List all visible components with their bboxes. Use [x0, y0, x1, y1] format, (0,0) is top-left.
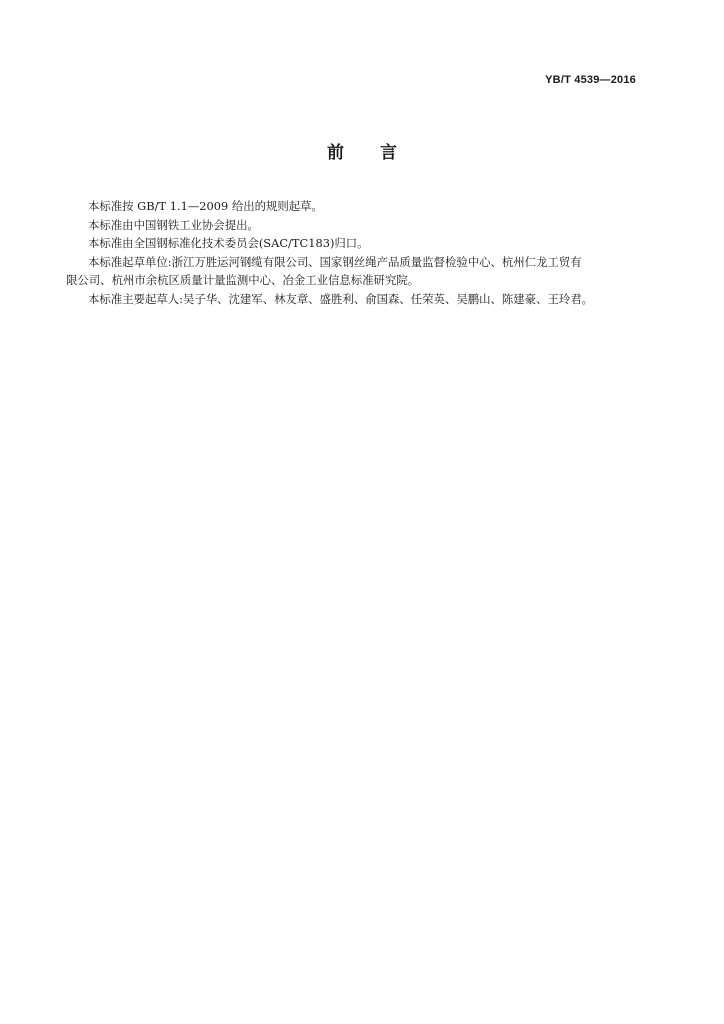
- paragraph-proposed-by: 本标准由中国钢铁工业协会提出。: [88, 217, 259, 232]
- paragraph-main-drafters: 本标准主要起草人:吴子华、沈建军、林友章、盛胜利、俞国森、任荣英、吴鹏山、陈建豪、王玲君。: [88, 291, 594, 306]
- title-char-2: 言: [380, 143, 397, 163]
- paragraph-drafting-units-continued: 限公司、杭州市余杭区质量计量监测中心、冶金工业信息标准研究院。: [66, 273, 420, 288]
- title-char-1: 前: [327, 143, 344, 163]
- paragraph-technical-committee: 本标准由全国钢标准化技术委员会(SAC/TC183)归口。: [88, 236, 369, 251]
- foreword-body: [66, 197, 636, 309]
- paragraph-drafting-units: 本标准起草单位:浙江万胜运河钢缆有限公司、国家钢丝绳产品质量监督检验中心、杭州仁龙工贸有: [88, 254, 582, 269]
- page-title: [0, 138, 724, 163]
- paragraph-drafting-rules: 本标准按 GB/T 1.1—2009 给出的规则起草。: [88, 199, 323, 213]
- document-code: YB/T 4539—2016: [545, 74, 636, 86]
